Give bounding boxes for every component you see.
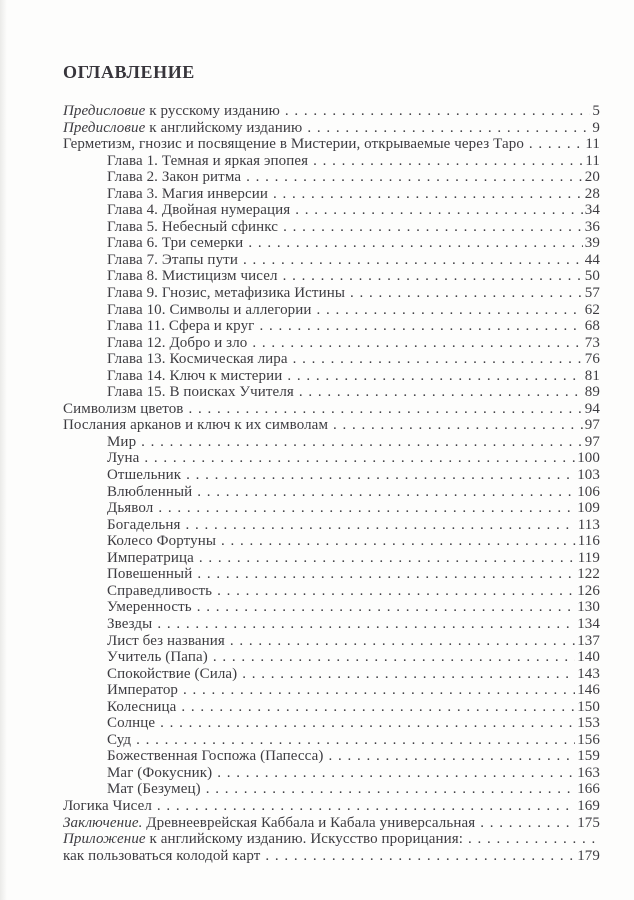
- toc-entry-label: [63, 120, 302, 137]
- toc-entry-italic-lead: Предисловие: [63, 103, 146, 119]
- toc-entry-page-number: 126: [577, 582, 600, 599]
- dot-leader: [183, 682, 575, 699]
- toc-entry: [63, 533, 600, 550]
- toc-entry-label: [107, 732, 131, 749]
- toc-entry: [63, 583, 600, 600]
- toc-entry: [63, 302, 600, 319]
- toc-entry-text: Глава 1. Темная и яркая эпопея: [107, 152, 309, 169]
- dot-leader: [199, 550, 576, 567]
- toc-entry-page-number: 89: [584, 384, 600, 401]
- toc-entry-text: Глава 5. Небесный сфинкс: [107, 218, 279, 235]
- toc-entry-page-number: 143: [577, 665, 600, 682]
- toc-entry-label: [107, 748, 323, 765]
- toc-entry: [63, 848, 600, 865]
- dot-leader: [197, 599, 575, 616]
- toc-entry-page-number: 159: [577, 748, 600, 765]
- toc-entry: [63, 450, 600, 467]
- toc-entry-page-number: 76: [584, 351, 600, 368]
- toc-entry-label: [107, 649, 208, 666]
- toc-entry: [63, 781, 600, 798]
- dot-leader: [242, 666, 575, 683]
- toc-entry-text: Богадельня: [107, 516, 181, 533]
- toc-entry-text: Глава 3. Магия инверсии: [107, 185, 269, 202]
- toc-entry-page-number: 153: [577, 715, 600, 732]
- dot-leader: [285, 103, 591, 120]
- dot-leader: [265, 848, 575, 865]
- dot-leader: [259, 318, 582, 335]
- toc-entry-page-number: 36: [584, 218, 600, 235]
- toc-entry-text: Логика Чисел: [63, 797, 152, 814]
- toc-entry-text: Глава 13. Космическая лира: [107, 351, 288, 368]
- dot-leader: [160, 715, 575, 732]
- toc-entry: [63, 666, 600, 683]
- toc-entry-text: Суд: [107, 731, 132, 748]
- toc-entry: [63, 235, 600, 252]
- toc-entry-label: [63, 798, 152, 815]
- dot-leader: [185, 517, 575, 534]
- toc-entry-label: [107, 484, 192, 501]
- toc-entry-page-number: 150: [577, 698, 600, 715]
- toc-entry-label: [107, 186, 268, 203]
- toc-entry-label: [63, 417, 328, 434]
- toc-entry-page-number: 68: [584, 318, 600, 335]
- toc-entry-text: Символизм цветов: [63, 400, 184, 417]
- toc-entry-page-number: 146: [577, 682, 600, 699]
- toc-entry-text: Колесо Фортуны: [107, 533, 216, 550]
- toc-entry: [63, 335, 600, 352]
- toc-entry-label: [107, 368, 282, 385]
- toc-entry-page-number: 34: [584, 202, 600, 219]
- toc-entry-label: [107, 351, 288, 368]
- toc-entry-page-number: 100: [577, 450, 600, 467]
- dot-leader: [197, 484, 575, 501]
- toc-entry: [63, 186, 600, 203]
- dot-leader: [333, 417, 583, 434]
- toc-entry-label: [107, 550, 194, 567]
- dot-leader: [144, 450, 575, 467]
- toc-entry-label: [107, 235, 243, 252]
- dot-leader: [246, 169, 583, 186]
- toc-entry-label: [107, 682, 178, 699]
- toc-entry: [63, 268, 600, 285]
- toc-entry-label: [107, 599, 192, 616]
- toc-entry-text: Отшельник: [107, 467, 182, 484]
- toc-entry-text: Влюбленный: [107, 483, 193, 500]
- toc-entry-text: Колесница: [107, 698, 177, 715]
- toc-entry-italic-lead: Заключение.: [63, 814, 143, 831]
- toc-entry: [63, 517, 600, 534]
- dot-leader: [217, 583, 575, 600]
- toc-entry-text: Умеренность: [107, 599, 192, 616]
- toc-entry-label: [63, 831, 463, 848]
- dot-leader: [248, 235, 582, 252]
- toc-entry-page-number: 81: [584, 367, 600, 384]
- dot-leader: [206, 781, 575, 798]
- toc-entry-label: [107, 781, 201, 798]
- toc-entry-label: [107, 302, 312, 319]
- toc-entry-page-number: 156: [577, 731, 600, 748]
- toc-entry: [63, 815, 600, 832]
- toc-entry-text: Глава 14. Ключ к мистерии: [107, 367, 283, 384]
- toc-list: [63, 103, 600, 864]
- toc-entry-page-number: 119: [577, 549, 600, 566]
- toc-entry: [63, 434, 600, 451]
- toc-entry-label: [63, 401, 184, 418]
- toc-entry-label: [107, 583, 212, 600]
- dot-leader: [158, 500, 575, 517]
- dot-leader: [221, 533, 576, 550]
- dot-leader: [252, 335, 582, 352]
- toc-entry: [63, 202, 600, 219]
- toc-entry: [63, 732, 600, 749]
- dot-leader: [189, 401, 583, 418]
- toc-entry: [63, 351, 600, 368]
- toc-entry-page-number: 169: [577, 797, 600, 814]
- toc-entry: [63, 566, 600, 583]
- dot-leader: [293, 351, 583, 368]
- toc-entry-label: [63, 848, 260, 865]
- toc-entry: [63, 633, 600, 650]
- dot-leader: [186, 467, 575, 484]
- toc-entry-text: Солнце: [107, 715, 156, 732]
- toc-entry-label: [107, 566, 192, 583]
- toc-entry: [63, 500, 600, 517]
- toc-entry: [63, 368, 600, 385]
- toc-entry-page-number: 103: [577, 467, 600, 484]
- toc-entry-text: Глава 2. Закон ритма: [107, 169, 242, 186]
- toc-entry: [63, 748, 600, 765]
- toc-entry-text: Луна: [107, 450, 140, 467]
- toc-entry-page-number: 140: [577, 649, 600, 666]
- toc-entry-label: [107, 434, 136, 451]
- toc-entry-label: [107, 616, 152, 633]
- toc-entry-text: Глава 11. Сфера и круг: [107, 318, 255, 335]
- page-title: ОГЛАВЛЕНИЕ: [63, 62, 195, 82]
- toc-entry-page-number: 9: [592, 119, 600, 136]
- toc-entry-label: [107, 268, 278, 285]
- dot-leader: [283, 268, 583, 285]
- toc-entry: [63, 616, 600, 633]
- toc-entry-page-number: 122: [577, 566, 600, 583]
- toc-entry: [63, 153, 600, 170]
- toc-entry-label: [107, 500, 153, 517]
- dot-leader: [307, 120, 590, 137]
- toc-entry: [63, 120, 600, 137]
- toc-entry-text: Справедливость: [107, 582, 213, 599]
- toc-entry-text: Учитель (Папа): [107, 649, 208, 666]
- toc-entry: [63, 417, 600, 434]
- toc-entry-text: Мир: [107, 433, 137, 450]
- toc-entry-text: Герметизм, гнозис и посвящение в Мистерии, открываемые через Таро: [63, 136, 524, 153]
- toc-entry-page-number: 62: [584, 301, 600, 318]
- toc-entry-label: [107, 517, 180, 534]
- toc-entry-text: Лист без названия: [107, 632, 225, 649]
- dot-leader: [217, 765, 575, 782]
- toc-entry-text: Глава 15. В поисках Учителя: [107, 384, 294, 401]
- toc-entry-text: Императрица: [107, 549, 194, 566]
- toc-entry-page-number: 20: [584, 169, 600, 186]
- toc-entry-page-number: 179: [577, 847, 600, 864]
- toc-entry-label: [107, 252, 238, 269]
- toc-entry-label: [63, 136, 524, 153]
- toc-entry-italic-lead: Предисловие: [63, 119, 146, 136]
- toc-entry-label: [63, 815, 475, 832]
- toc-entry-text: Спокойствие (Сила): [107, 665, 238, 682]
- toc-entry-page-number: 166: [577, 781, 600, 798]
- toc-entry-page-number: 163: [577, 764, 600, 781]
- toc-entry: [63, 765, 600, 782]
- dot-leader: [529, 136, 583, 153]
- toc-entry: [63, 798, 600, 815]
- toc-entry-label: [107, 153, 308, 170]
- dot-leader: [157, 798, 575, 815]
- toc-entry: [63, 219, 600, 236]
- toc-entry-page-number: 44: [584, 251, 600, 268]
- toc-entry: [63, 715, 600, 732]
- toc-entry-text: Глава 8. Мистицизм чисел: [107, 268, 278, 285]
- toc-entry-label: [107, 285, 345, 302]
- toc-entry: [63, 318, 600, 335]
- dot-leader: [313, 153, 583, 170]
- toc-entry-page-number: 116: [577, 533, 600, 550]
- toc-entry-text: Мат (Безумец): [107, 781, 201, 798]
- toc-entry: [63, 649, 600, 666]
- toc-entry-page-number: 50: [584, 268, 600, 285]
- toc-entry-label: [63, 103, 280, 120]
- toc-entry: [63, 599, 600, 616]
- toc-entry-text: Дьявол: [107, 500, 154, 517]
- dot-leader: [243, 252, 583, 269]
- toc-entry-page-number: 106: [577, 483, 600, 500]
- dot-leader: [230, 633, 575, 650]
- toc-entry-page-number: 94: [584, 400, 600, 417]
- toc-entry-label: [107, 450, 139, 467]
- toc-entry: [63, 136, 600, 153]
- toc-entry: [63, 699, 600, 716]
- toc-entry-page-number: 97: [584, 417, 600, 434]
- toc-entry-page-number: 113: [577, 516, 600, 533]
- toc-entry-italic-lead: Приложение: [63, 831, 146, 848]
- toc-entry-page-number: 28: [584, 185, 600, 202]
- toc-entry-text: к английскому изданию. Искусство прорицания:: [145, 831, 464, 848]
- toc-entry-text: Глава 10. Символы и аллегории: [107, 301, 312, 318]
- toc-entry-page-number: 130: [577, 599, 600, 616]
- toc-entry-text: Глава 7. Этапы пути: [107, 251, 238, 268]
- toc-entry-text: как пользоваться колодой карт: [63, 847, 261, 864]
- toc-entry-label: [107, 765, 212, 782]
- toc-entry: [63, 384, 600, 401]
- toc-entry-page-number: 137: [577, 632, 600, 649]
- dot-leader: [350, 285, 583, 302]
- dot-leader: [295, 202, 583, 219]
- toc-entry-text: к английскому изданию: [145, 119, 303, 136]
- toc-entry-label: [107, 318, 254, 335]
- toc-entry-text: к русскому изданию: [145, 103, 280, 119]
- dot-leader: [136, 732, 575, 749]
- toc-entry-label: [107, 715, 155, 732]
- toc-entry-label: [107, 384, 294, 401]
- toc-entry: [63, 252, 600, 269]
- toc-entry-text: Глава 12. Добро и зло: [107, 334, 248, 351]
- dot-leader: [328, 748, 575, 765]
- toc-entry-text: Повешенный: [107, 566, 193, 583]
- dot-leader: [141, 434, 583, 451]
- toc-entry-page-number: 134: [577, 615, 600, 632]
- toc-entry: [63, 169, 600, 186]
- dot-leader: [181, 699, 575, 716]
- toc-entry: [63, 831, 600, 848]
- toc-entry-text: Император: [107, 682, 179, 699]
- dot-leader: [157, 616, 575, 633]
- dot-leader: [273, 186, 583, 203]
- toc-entry-page-number: 11: [585, 136, 600, 153]
- toc-entry: [63, 550, 600, 567]
- dot-leader: [283, 219, 583, 236]
- toc-entry: [63, 103, 600, 120]
- dot-leader: [287, 368, 582, 385]
- toc-entry-page-number: 73: [584, 334, 600, 351]
- toc-entry-label: [107, 467, 181, 484]
- toc-entry-label: [107, 633, 225, 650]
- toc-entry: [63, 467, 600, 484]
- toc-entry: [63, 682, 600, 699]
- toc-entry-page-number: 97: [584, 433, 600, 450]
- toc-entry-label: [107, 219, 278, 236]
- dot-leader: [317, 302, 583, 319]
- toc-entry-text: Божественная Госпожа (Папесса): [107, 748, 324, 765]
- toc-entry-text: Маг (Фокусник): [107, 764, 213, 781]
- toc-entry-label: [107, 666, 237, 683]
- toc-entry-label: [107, 533, 216, 550]
- dot-leader: [480, 815, 575, 832]
- toc-entry-page-number: 175: [577, 814, 600, 831]
- toc-entry-label: [107, 699, 176, 716]
- toc-entry-page-number: 11: [585, 152, 600, 169]
- toc-entry-text: Звезды: [107, 615, 153, 632]
- dot-leader: [468, 831, 598, 848]
- toc-entry-label: [107, 169, 241, 186]
- toc-entry-text: Глава 9. Гнозис, метафизика Истины: [107, 285, 346, 302]
- dot-leader: [299, 384, 583, 401]
- dot-leader: [213, 649, 575, 666]
- toc-entry-text: Послания арканов и ключ к их символам: [63, 417, 329, 434]
- toc-entry-label: [107, 202, 290, 219]
- toc-entry-page-number: 39: [584, 235, 600, 252]
- toc-entry: [63, 285, 600, 302]
- toc-entry-text: Глава 6. Три семерки: [107, 235, 244, 252]
- toc-entry: [63, 401, 600, 418]
- toc-entry: [63, 484, 600, 501]
- dot-leader: [197, 566, 575, 583]
- toc-entry-page-number: 109: [577, 500, 600, 517]
- toc-entry-text: Древнееврейская Каббала и Кабала универсальная: [142, 814, 476, 831]
- toc-entry-text: Глава 4. Двойная нумерация: [107, 202, 291, 219]
- toc-entry-page-number: 5: [592, 103, 600, 119]
- toc-entry-page-number: 57: [584, 285, 600, 302]
- toc-entry-label: [107, 335, 247, 352]
